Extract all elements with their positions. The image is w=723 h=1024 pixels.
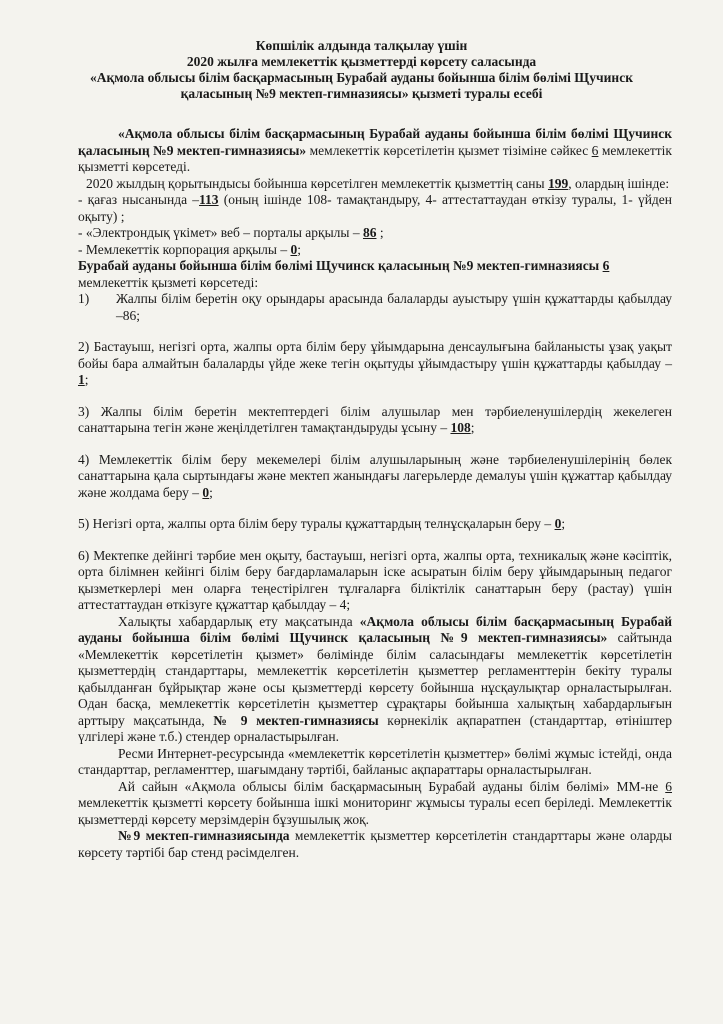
services-heading [78,258,672,291]
service-number: 4) [78,451,90,467]
service-number: 3) [78,403,90,419]
service-text: Мемлекеттік білім беру мекемелері білім алушыларының және тәрбиеленушілерінің бөлек санаттарына қала сыртындағы және мектеп жанындағы лагерьлерде демалуы үшін құжаттар қабылдау және жолдама беру – [78,451,673,500]
service-suffix: ; [209,484,213,500]
summary-egov-value: 86 [362,225,377,240]
summary-corp-value: 0 [290,241,298,257]
document-header [0,38,723,102]
intro-paragraph [78,126,672,176]
info-org-name: «Ақмола облысы білім басқармасының Бурабай ауданы бойынша білім бөлімі Щучинск қаласының №9 мектеп-гимназиясы» [78,613,672,645]
info-text-mid: сайтында «Мемлекеттік көрсетілетін қызмет» бөлімінде білім саласындағы мемлекеттік көрсетілетін қызметтердің стандарттары, мемлекеттік көрсетілетін қызметтер регламенттерін бекіту туралы қабылданған бұйрықтар және осы қызметтерді көрсету бойынша нұсқаулықтар орналастырылған. Одан басқа, мемлекеттік көрсетілетін қызметтер сұрақтары бойынша халықтың хабардарлығын арттыру мақсатында, [78,630,672,728]
intro-text-end: мемлекеттік қызметті көрсетеді. [78,142,672,174]
info-text-start: Халықты хабардарлық ету мақсатында [118,613,360,629]
info-text-end: көрнекілік ақпаратпен (стандарттар, өтініштер үлгілері және т.б.) стендер орналастырылған. [78,712,672,744]
monthly-count: 6 [665,778,672,794]
service-text: Жалпы білім беретін оқу орындары арасында балаларды ауыстыру үшін құжаттарды қабылдау –86; [116,291,672,323]
summary-egov-label: - «Электрондық үкімет» веб – порталы арқылы – [78,225,363,240]
document-body [78,126,672,861]
summary-egov-suffix: ; [376,225,384,240]
closing-paragraph [78,828,672,861]
service-number: 6) [78,547,90,563]
intro-text: мемлекеттік көрсетілетін қызмет тізіміне сәйкес [306,142,592,158]
service-number: 2) [78,339,90,354]
services-heading-count: 6 [602,258,610,273]
service-item-4 [78,452,672,502]
closing-text: мемлекеттік қызметтер көрсетілетін стандарттары және оларды көрсету тәртібі бар стенд рәсімделген. [78,828,672,860]
services-heading-rest: мемлекеттік қызметі көрсетеді: [78,274,259,290]
service-value: 1 [78,372,85,387]
service-text: Негізгі орта, жалпы орта білім беру туралы құжаттардың телнұсқаларын беру – [92,516,555,531]
summary-total-suffix: , олардың ішінде: [568,175,670,191]
monthly-text-end: мемлекеттік қызметті көрсету бойынша ішкі мониторинг жұмысы туралы есеп беріледі. Мемлекеттік қызметтерді көрсету мерзімдерін бұзушылық жоқ. [78,795,672,827]
service-suffix: ; [470,420,475,435]
info-paragraph [78,614,672,746]
service-value: 0 [554,516,562,531]
summary-corp [78,242,672,259]
summary-egov [78,225,672,242]
service-number: 5) [78,516,90,531]
monthly-paragraph [78,779,672,829]
service-item-1 [78,291,672,324]
header-line-3: «Ақмола облысы білім басқармасының Бурабай ауданы бойынша білім бөлімі Щучинск [90,70,633,85]
summary-total-label: 2020 жылдың қорытындысы бойынша көрсетілген мемлекеттік қызметтің саны [86,175,548,191]
summary-paper [78,192,672,225]
intro-org-name: «Ақмола облысы білім басқармасының Бурабай ауданы бойынша білім бөлімі Щучинск қаласының №9 мектеп-гимназиясы» [78,126,672,158]
info-school-name: № 9 мектеп-гимназиясы [213,712,379,728]
service-value: 0 [202,484,210,500]
services-heading-title: Бурабай ауданы бойынша білім бөлімі Щучинск қаласының №9 мектеп-гимназиясы [78,258,603,273]
header-line-1: Көпшілік алдында талқылау үшін [255,38,468,53]
summary-paper-value: 113 [199,192,219,207]
summary-paper-label: - қағаз нысанында – [78,192,200,207]
intro-service-count: 6 [591,142,599,158]
service-text: Бастауыш, негізгі орта, жалпы орта білім беру ұйымдарына денсаулығына байланысты ұзақ уақыт бойы бара алмайтын балаларды үйде жеке тегін оқытуды ұйымдастыру үшін құжаттарды қабылдау – [78,339,672,371]
service-text: Жалпы білім беретін мектептердегі білім алушылар мен тәрбиеленушілердің жекелеген санаттарына тегін және жеңілдетілген тамақтандыруды ұсыну – [78,403,672,435]
service-suffix: ; [84,372,89,387]
internet-paragraph: Ресми Интернет-ресурсында «мемлекеттік көрсетілетін қызметтер» бөлімі жұмыс істейді, онда стандарттар, регламенттер, шағымдану тәртібі, байланыс ақпараттары орналастырылған. [78,745,672,777]
service-item-5 [78,516,672,533]
service-value: 108 [450,420,471,435]
header-line-2: 2020 жылға мемлекеттік қызметтерді көрсету саласында [186,54,537,69]
service-item-6 [78,548,672,614]
summary-corp-suffix: ; [297,241,301,257]
monthly-text-start: Ай сайын «Ақмола облысы білім басқармасының Бурабай ауданы білім бөлімі» ММ-не [118,778,666,794]
header-line-4: қаласының №9 мектеп-гимназиясы» қызметі туралы есебі [180,86,543,101]
service-item-2 [78,339,672,389]
summary-total-value: 199 [547,175,569,191]
service-text: Мектепке дейінгі тәрбие мен оқыту, бастауыш, негізгі орта, жалпы орта, техникалық және кәсіптік, орта білімнен кейінгі білім беру бағдарламаларын іске асыратын білім беру ұйымдарының педагог қызметкерлері мен оларға теңестірілген тұлғаларға біліктілік санаттарын беру (растау) үшін аттестаттаудан өткізуге құжаттар қабылдау – 4; [78,547,673,612]
summary-paper-note: (оның ішінде 108- тамақтандыру, 4- аттестаттаудан өткізу туралы, 1- үйден оқыту) ; [78,192,673,224]
closing-school-name: №9 мектеп-гимназиясында [118,828,290,843]
summary-total [78,176,672,193]
service-suffix: ; [561,516,566,531]
summary-corp-label: - Мемлекеттік корпорация арқылы – [78,241,291,257]
service-item-3 [78,404,672,437]
service-number: 1) [78,291,90,306]
